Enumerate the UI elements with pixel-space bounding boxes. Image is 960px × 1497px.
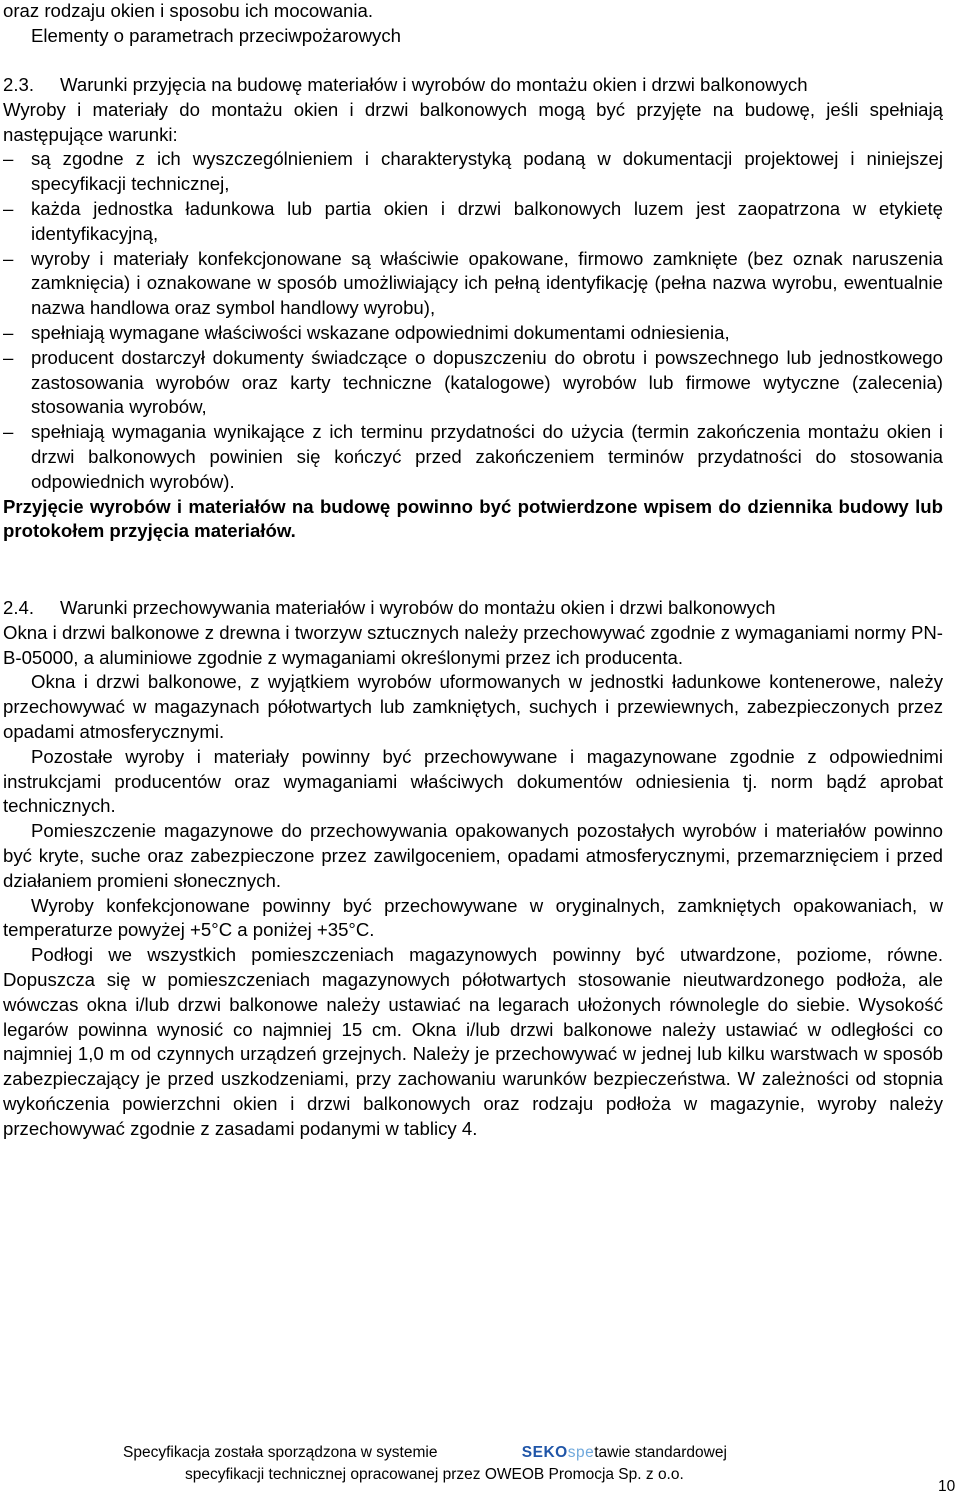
section-2-4-heading: [3, 596, 943, 621]
logo-part-2: spe: [567, 1444, 595, 1461]
list-item: [3, 321, 943, 346]
section-number: 2.4.: [3, 597, 35, 618]
paragraph: Podłogi we wszystkich pomieszczeniach magazynowych powinny być utwardzone, poziome, równe. Dopuszcza się w pomieszczeniach magazynowych półotwartych stosowanie nieutwardzonego podłoża, ale wówczas okna i/lub drzwi balkonowe należy ustawiać na legarach ułożonych równolegle do siebie. Wysokość legarów powinna wynosić co najmniej 15 cm. Okna i/lub drzwi balkonowe należy ustawiać w odległości co najmniej 1,0 m od czynnych urządzeń grzejnych. Należy je przechowywać w jednej lub kilku warstwach w sposób zabezpieczający je przed uszkodzeniami, przy zachowaniu warunków bezpieczeństwa. W zależności od stopnia wykończenia powierzchni okien i drzwi balkonowych oraz rodzaju podłoża w magazynie, wyroby należy przechowywać zgodnie z zasadami podanymi w tablicy 4.: [3, 944, 943, 1139]
section-title: Warunki przechowywania materiałów i wyrobów do montażu okien i drzwi balkonowych: [60, 597, 776, 618]
intro-line-2: Elementy o parametrach przeciwpożarowych: [31, 24, 401, 46]
paragraph: Pozostałe wyroby i materiały powinny być przechowywane i magazynowane zgodnie z odpowiednimi instrukcjami producentów oraz wymaganiami właściwych dokumentów odniesienia tj. norm bądź aprobat technicznych.: [3, 745, 943, 817]
section-number: 2.3.: [3, 74, 35, 95]
paragraph: Okna i drzwi balkonowe z drewna i tworzyw sztucznych należy przechowywać zgodnie z wymaganiami normy PN-B-05000, a aluminiowe zgodnie z wymaganiami określonymi przez ich producenta.: [3, 621, 943, 668]
acceptance-note: Przyjęcie wyrobów i materiałów na budowę powinno być potwierdzone wpisem do dziennika budowy lub protokołem przyjęcia materiałów.: [3, 495, 943, 542]
list-item-text: producent dostarczył dokumenty świadczące o dopuszczeniu do obrotu i powszechnego lub jednostkowego zastosowania wyrobów oraz karty techniczne (katalogowe) wyrobów lub firmowe wytyczne (zalecenia) stosowania wyrobów,: [31, 346, 943, 418]
footer-line-2: specyfikacji technicznej opracowanej przez OWEOB Promocja Sp. z o.o.: [185, 1466, 684, 1483]
footer-suffix: tawie standardowej: [594, 1444, 727, 1461]
list-item: [3, 247, 943, 321]
dash-bullet: –: [3, 247, 14, 269]
list-item: [3, 346, 943, 420]
section-intro: Wyroby i materiały do montażu okien i drzwi balkonowych mogą być przyjęte na budowę, jeśli spełniają następujące warunki:: [3, 98, 943, 145]
footer-prefix: Specyfikacja została sporządzona w systemie: [123, 1444, 438, 1461]
section-2-3: [3, 73, 943, 544]
section-2-4: [3, 596, 943, 1142]
page-number: 10: [938, 1478, 956, 1495]
intro-line-1: oraz rodzaju okien i sposobu ich mocowania.: [3, 0, 374, 21]
paragraph: Okna i drzwi balkonowe, z wyjątkiem wyrobów uformowanych w jednostki ładunkowe kontenerowe, należy przechowywać w magazynach półotwartych lub zamkniętych, suchych i przewiewnych, zabezpieczonych przez opadami atmosferycznymi.: [3, 671, 943, 742]
dash-bullet: –: [3, 321, 14, 343]
list-item: [3, 420, 943, 494]
list-item: [3, 197, 943, 247]
list-item-text: spełniają wymagania wynikające z ich terminu przydatności do użycia (termin zakończenia montażu okien i drzwi balkonowych powinien się kończyć przed zakończeniem terminów przydatności do stosowania odpowiednich wyrobów).: [31, 421, 943, 492]
list-item-text: są zgodne z ich wyszczególnieniem i charakterystyką podaną w dokumentacji projektowej i niniejszej specyfikacji technicznej,: [31, 148, 943, 195]
intro-block: [3, 0, 943, 49]
conditions-list: [3, 147, 943, 494]
sekospec-logo: [522, 1444, 594, 1461]
dash-bullet: –: [3, 197, 14, 219]
paragraph: Wyroby konfekcjonowane powinny być przechowywane w oryginalnych, zamkniętych opakowaniach, w temperaturze powyżej +5°C a poniżej +35°C.: [3, 894, 943, 941]
section-title: Warunki przyjęcia na budowę materiałów i wyrobów do montażu okien i drzwi balkonowych: [60, 74, 808, 95]
list-item-text: każda jednostka ładunkowa lub partia okien i drzwi balkonowych luzem jest zaopatrzona w etykietę identyfikacyjną,: [31, 197, 943, 244]
list-item: [3, 147, 943, 197]
section-2-3-heading: [3, 73, 943, 98]
list-item-text: wyroby i materiały konfekcjonowane są właściwie opakowane, firmowo zamknięte (bez oznak naruszenia zamknięcia) i oznakowane w sposób umożliwiający ich pełną identyfikację (pełna nazwa wyrobu, ewentualnie nazwa handlowa oraz symbol handlowy wyrobu),: [31, 247, 943, 319]
dash-bullet: –: [3, 421, 14, 443]
paragraph: Pomieszczenie magazynowe do przechowywania opakowanych pozostałych wyrobów i materiałów powinno być kryte, suche oraz zabezpieczone przez zawilgoceniem, opadami atmosferycznymi, przemarznięciem i przed działaniem promieni słonecznych.: [3, 820, 943, 891]
list-item-text: spełniają wymagane właściwości wskazane odpowiednimi dokumentami odniesienia,: [31, 321, 730, 343]
footer-line-1: [123, 1443, 727, 1463]
logo-part-1: SEKO: [521, 1444, 568, 1461]
dash-bullet: –: [3, 148, 14, 170]
dash-bullet: –: [3, 346, 14, 368]
